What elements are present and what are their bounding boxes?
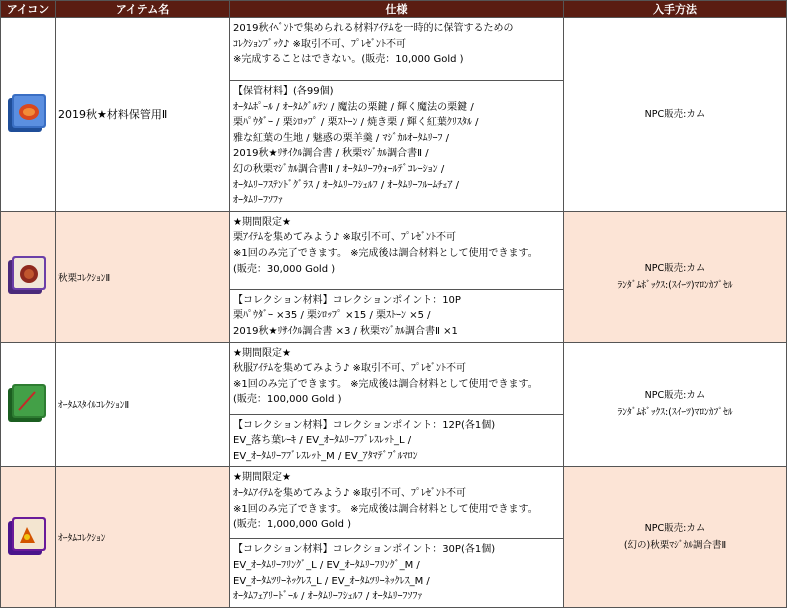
spec-line: ★期間限定★	[233, 216, 291, 228]
spec-line: EV_ｵｰﾀﾑﾘｰﾌﾘﾝｸﾞ_L / EV_ｵｰﾀﾑﾘｰﾌﾘﾝｸﾞ_M /	[233, 559, 420, 571]
acquire-line: (幻の)秋栗ﾏｼﾞｶﾙ調合書Ⅱ	[623, 540, 727, 551]
item-row	[1, 211, 787, 289]
book-icon	[5, 380, 51, 426]
spec-line: 【コレクション材料】コレクションポイント：30P(各1個)	[233, 544, 496, 556]
item-spec-bottom	[230, 539, 564, 607]
item-name: 2019秋★材料保管用Ⅱ	[56, 18, 230, 212]
item-icon-cell	[1, 467, 56, 607]
item-spec-top	[230, 467, 564, 539]
spec-line: 2019秋★ﾘｻｲｸﾙ調合書 ×3 / 秋栗ﾏｼﾞｶﾙ調合書Ⅱ ×1	[233, 325, 458, 337]
spec-line: 【コレクション材料】コレクションポイント：10P	[233, 294, 461, 306]
spec-line: ※1回のみ完了できます。 ※完成後は調合材料として使用できます。	[233, 247, 538, 259]
spec-line: (販売：1,000,000 Gold )	[233, 519, 352, 531]
item-spec-bottom	[230, 289, 564, 342]
spec-line: ★期間限定★	[233, 347, 291, 359]
spec-line: (販売：100,000 Gold )	[233, 394, 342, 406]
item-acquire	[564, 18, 787, 212]
spec-line: 【保管材料】(各99個)	[233, 86, 334, 97]
item-row	[1, 342, 787, 414]
item-spec-bottom	[230, 414, 564, 467]
acquire-line: NPC販売:カム	[644, 390, 706, 402]
book-icon	[5, 252, 51, 298]
spec-line: EV_落ち葉ﾚｰｷ / EV_ｵｰﾀﾑﾘｰﾌﾌﾞﾚｽﾚｯﾄ_L /	[233, 435, 412, 447]
header-row	[1, 1, 787, 18]
book-icon	[5, 513, 51, 559]
item-acquire	[564, 467, 787, 607]
item-row	[1, 18, 787, 81]
header-spec: 仕様	[230, 1, 564, 18]
spec-line: 2019秋★ﾘｻｲｸﾙ調合書 / 秋栗ﾏｼﾞｶﾙ調合書Ⅱ /	[233, 148, 429, 160]
spec-line: ｵｰﾀﾑｱｲﾃﾑを集めてみよう♪ ※取引不可、ﾌﾟﾚｾﾞﾝﾄ不可	[233, 487, 466, 499]
spec-line: ｵｰﾀﾑﾘｰﾌｿﾌｧ	[233, 195, 283, 207]
item-spec-top	[230, 18, 564, 81]
item-row	[1, 467, 787, 539]
spec-line: EV_ｵｰﾀﾑﾂﾘｰﾈｯｸﾚｽ_L / EV_ｵｰﾀﾑﾂﾘｰﾈｯｸﾚｽ_M /	[233, 575, 430, 587]
item-spec-top	[230, 211, 564, 289]
acquire-line: NPC販売:カム	[644, 523, 706, 534]
item-name: ｵｰﾀﾑｺﾚｸｼｮﾝ	[56, 467, 230, 607]
item-name: 秋栗ｺﾚｸｼｮﾝⅡ	[56, 211, 230, 342]
spec-line: ｵｰﾀﾑﾎﾟｰﾙ / ｵｰﾀﾑｸﾞﾙﾃﾝ / 魔法の栗鍵 / 輝く魔法の栗鍵 /	[233, 101, 474, 113]
item-spec-bottom	[230, 81, 564, 212]
spec-line: ｵｰﾀﾑﾘｰﾌｽﾃﾝﾄﾞｸﾞﾗｽ / ｵｰﾀﾑﾘｰﾌｼｪﾙﾌ / ｵｰﾀﾑﾘｰﾌﾙｰﾑﾁｪｱ /	[233, 179, 460, 191]
item-name: ｵｰﾀﾑｽﾀｲﾙｺﾚｸｼｮﾝⅡ	[56, 342, 230, 467]
item-spec-top	[230, 342, 564, 414]
spec-line: ｺﾚｸｼｮﾝﾌﾞｯｸ♪ ※取引不可、ﾌﾟﾚｾﾞﾝﾄ不可	[233, 38, 406, 50]
acquire-line: ﾗﾝﾀﾞﾑﾎﾞｯｸｽ:(ｽｲｰﾂ)ﾏﾛﾝｶﾌﾟｾﾙ	[617, 407, 733, 419]
acquire-line: NPC販売:カム	[644, 262, 706, 274]
spec-line: 栗ｱｲﾃﾑを集めてみよう♪ ※取引不可、ﾌﾟﾚｾﾞﾝﾄ不可	[233, 232, 456, 244]
spec-line: 栗ﾊﾟｳﾀﾞｰ ×35 / 栗ｼﾛｯﾌﾟ ×15 / 栗ｽﾄｰﾝ ×5 /	[233, 310, 431, 322]
header-name: アイテム名	[56, 1, 230, 18]
spec-line: 2019秋ｲﾍﾞﾝﾄで集められる材料ｱｲﾃﾑを一時的に保管するための	[233, 23, 514, 34]
spec-line: 栗ﾊﾟｳﾀﾞｰ / 栗ｼﾛｯﾌﾟ / 栗ｽﾄｰﾝ / 焼き栗 / 輝く紅葉ｸﾘｽﾀﾙ /	[233, 117, 479, 129]
spec-line: (販売：30,000 Gold )	[233, 263, 336, 275]
spec-line: ※1回のみ完了できます。 ※完成後は調合材料として使用できます。	[233, 503, 538, 515]
spec-line: 幻の秋栗ﾏｼﾞｶﾙ調合書Ⅱ / ｵｰﾀﾑﾘｰﾌｳｫｰﾙﾃﾞｺﾚｰｼｮﾝ /	[233, 163, 445, 175]
acquire-line: NPC販売:カム	[644, 108, 706, 120]
spec-line: 【コレクション材料】コレクションポイント：12P(各1個)	[233, 419, 496, 431]
book-icon	[5, 90, 51, 136]
spec-line: 秋服ｱｲﾃﾑを集めてみよう♪ ※取引不可、ﾌﾟﾚｾﾞﾝﾄ不可	[233, 363, 466, 375]
spec-line: ★期間限定★	[233, 472, 291, 484]
spec-line: 雅な紅葉の生地 / 魅惑の栗羊羹 / ﾏｼﾞｶﾙｵｰﾀﾑﾘｰﾌ /	[233, 132, 450, 144]
spec-line: ※完成することはできない。(販売：10,000 Gold )	[233, 54, 464, 66]
spec-line: ※1回のみ完了できます。 ※完成後は調合材料として使用できます。	[233, 378, 538, 390]
spec-line: ｵｰﾀﾑﾌｪｱﾘｰﾄﾞｰﾙ / ｵｰﾀﾑﾘｰﾌｼｪﾙﾌ / ｵｰﾀﾑﾘｰﾌｿﾌｧ	[233, 591, 423, 603]
item-icon-cell	[1, 211, 56, 342]
item-acquire	[564, 211, 787, 342]
header-icon: アイコン	[1, 1, 56, 18]
acquire-line: ﾗﾝﾀﾞﾑﾎﾞｯｸｽ:(ｽｲｰﾂ)ﾏﾛﾝｶﾌﾟｾﾙ	[617, 279, 733, 291]
item-acquire	[564, 342, 787, 467]
item-icon-cell	[1, 18, 56, 212]
header-acquire: 入手方法	[564, 1, 787, 18]
item-icon-cell	[1, 342, 56, 467]
spec-line: EV_ｵｰﾀﾑﾘｰﾌﾌﾞﾚｽﾚｯﾄ_M / EV_ｱﾀﾏﾃﾞﾌﾞﾙﾏﾛﾝ	[233, 450, 418, 462]
